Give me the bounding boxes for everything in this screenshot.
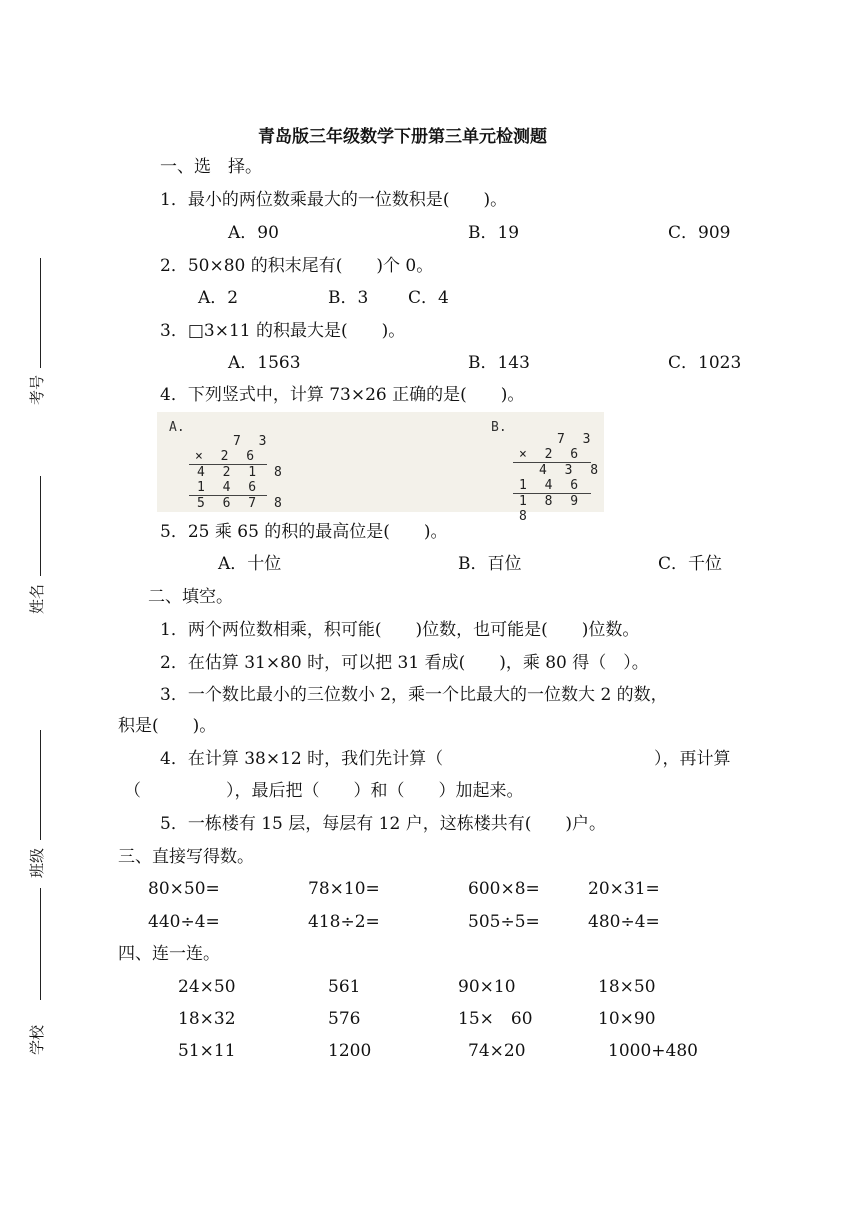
calc-b-row-2: × 2 6 — [519, 447, 584, 462]
s2-q4-line-2: （ ），最后把（ ）和（ ）加起来。 — [124, 781, 524, 801]
s4-r3-c1: 51×11 — [178, 1041, 236, 1061]
calc-a-label: A. — [169, 420, 185, 435]
binding-line-4 — [40, 888, 41, 1000]
section-1-heading: 一、选 择。 — [160, 157, 262, 177]
s2-q5: 5．一栋楼有 15 层，每层有 12 户，这栋楼共有( )户。 — [160, 814, 606, 834]
s4-r3-c4: 1000+480 — [608, 1041, 698, 1061]
binding-line-2 — [40, 476, 41, 576]
vertical-calc-b — [441, 412, 604, 524]
s3-r2-c2: 418÷2= — [308, 912, 380, 932]
s3-r1-c1: 80×50= — [148, 879, 220, 899]
s1-q2-option-b: B．3 — [328, 288, 369, 308]
calc-a-row-2: × 2 6 — [195, 449, 260, 464]
s3-r2-c1: 440÷4= — [148, 912, 220, 932]
calc-a-row-3: 4 2 1 8 — [197, 465, 287, 480]
binding-line-1 — [40, 258, 41, 368]
s4-r3-c2: 1200 — [328, 1041, 372, 1061]
s1-q5-option-a: A．十位 — [218, 554, 282, 574]
s1-q3-option-b: B．143 — [468, 353, 530, 373]
s3-r1-c4: 20×31= — [588, 879, 660, 899]
s3-r2-c3: 505÷5= — [468, 912, 540, 932]
calc-b-row-5: 1 8 9 8 — [519, 494, 584, 524]
binding-line-3 — [40, 730, 41, 840]
s1-q5-option-b: B．百位 — [458, 554, 522, 574]
label-banji: 班级 — [28, 847, 46, 878]
s4-r2-c4: 10×90 — [598, 1009, 656, 1029]
calc-b-label: B. — [491, 420, 507, 435]
s2-q4-line-1-end: ），再计算 — [654, 749, 731, 769]
s4-r2-c1: 18×32 — [178, 1009, 236, 1029]
s4-r1-c3: 90×10 — [458, 977, 516, 997]
s1-q2-option-a: A．2 — [198, 288, 239, 308]
s4-r2-c2: 576 — [328, 1009, 361, 1029]
s3-r2-c4: 480÷4= — [588, 912, 660, 932]
calc-b-row-4: 1 4 6 — [519, 478, 584, 493]
s1-q3: 3．□3×11 的积最大是( )。 — [160, 321, 406, 341]
calc-b-row-1: 7 3 — [557, 432, 596, 447]
calc-b-row-3: 4 3 8 — [539, 463, 604, 478]
s2-q1: 1．两个两位数相乘，积可能( )位数，也可能是( )位数。 — [160, 620, 640, 640]
label-xuexiao: 学校 — [28, 1024, 46, 1055]
s1-q3-option-c: C．1023 — [668, 353, 742, 373]
s4-r1-c4: 18×50 — [598, 977, 656, 997]
section-2-heading: 二、填空。 — [148, 587, 233, 607]
label-kaohao: 考号 — [28, 374, 46, 405]
s2-q3-line-2: 积是( )。 — [118, 716, 217, 736]
s1-q2-option-c: C．4 — [408, 288, 449, 308]
s1-q5-option-c: C．千位 — [658, 554, 723, 574]
s3-r1-c3: 600×8= — [468, 879, 540, 899]
section-3-heading: 三、直接写得数。 — [118, 847, 254, 867]
s1-q1-option-b: B．19 — [468, 223, 520, 243]
s1-q2: 2．50×80 的积末尾有( )个 0。 — [160, 256, 434, 276]
s4-r1-c1: 24×50 — [178, 977, 236, 997]
s2-q3-line-1: 3．一个数比最小的三位数小 2，乘一个比最大的一位数大 2 的数， — [160, 685, 668, 705]
s1-q4: 4．下列竖式中，计算 73×26 正确的是( )。 — [160, 385, 525, 405]
vertical-calc-a — [157, 412, 441, 512]
s2-q4-line-1: 4．在计算 38×12 时，我们先计算（ — [160, 749, 444, 769]
s1-q1-option-c: C．909 — [668, 223, 731, 243]
label-xingming: 姓名 — [28, 583, 46, 614]
s1-q5: 5．25 乘 65 的积的最高位是( )。 — [160, 522, 448, 542]
page-title: 青岛版三年级数学下册第三单元检测题 — [258, 127, 547, 147]
s1-q3-option-a: A．1563 — [228, 353, 301, 373]
calc-a-row-5: 5 6 7 8 — [197, 496, 287, 511]
s3-r1-c2: 78×10= — [308, 879, 380, 899]
s2-q2: 2．在估算 31×80 时，可以把 31 看成( )，乘 80 得（ ）。 — [160, 653, 649, 673]
calc-a-row-1: 7 3 — [233, 434, 272, 449]
s4-r2-c3: 15× 60 — [458, 1009, 533, 1029]
s4-r3-c3: 74×20 — [468, 1041, 526, 1061]
s4-r1-c2: 561 — [328, 977, 361, 997]
calc-a-row-4: 1 4 6 — [197, 480, 262, 495]
section-4-heading: 四、连一连。 — [118, 944, 220, 964]
s1-q1-option-a: A．90 — [228, 223, 279, 243]
s1-q1: 1．最小的两位数乘最大的一位数积是( )。 — [160, 190, 508, 210]
